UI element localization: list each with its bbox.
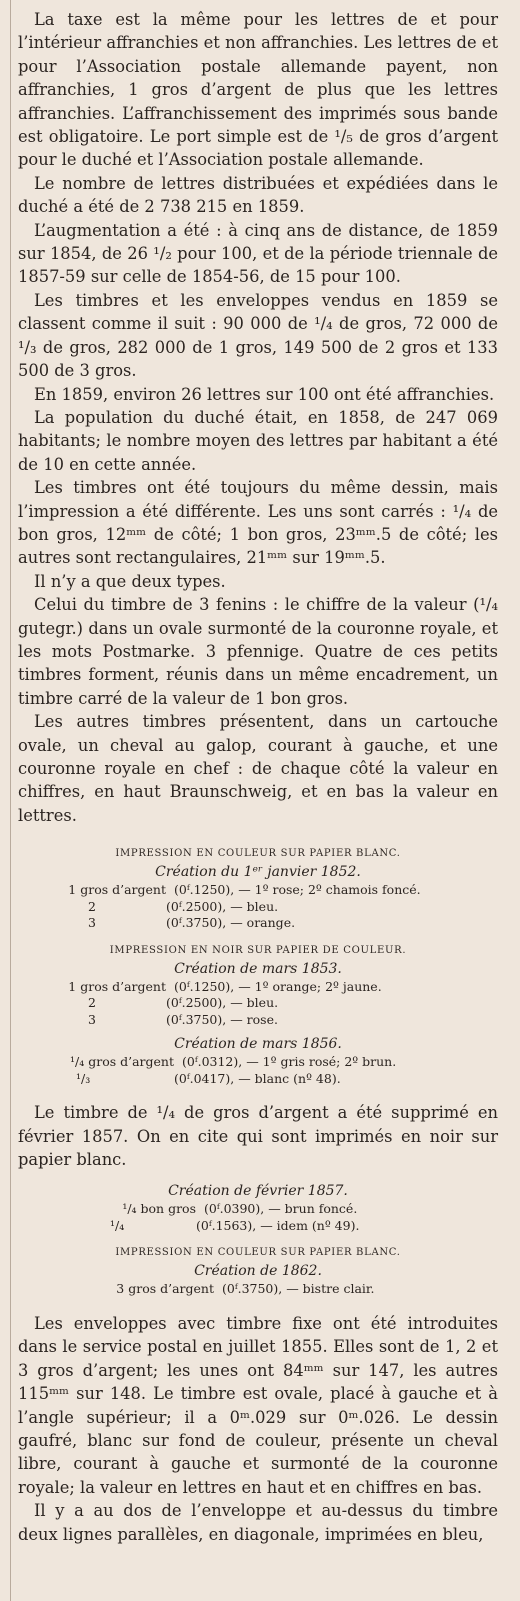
stamp-row	[18, 995, 498, 1012]
stamp-details: (0ᶠ.1250), — 1º rose; 2º chamois foncé.	[174, 882, 421, 898]
paragraph-envelope-back: Il y a au dos de l’enveloppe et au-dessus du timbre deux lignes parallèles, en diagonale, imprimées en bleu,	[18, 1501, 498, 1544]
paragraph-population: La population du duché était, en 1858, de 247 069 habitants; le nombre moyen des lettres par habitant a été de 10 en cette année.	[18, 407, 498, 474]
stamp-value: 1 gros d’argent	[68, 978, 166, 994]
paragraph-tax: La taxe est la même pour les lettres de et pour l’intérieur affranchies et non affranchies. Les lettres de et pour l’Association postale allemande payent, non affranchies, 1 gros d’argent de plus que les lettres affranchies. L’affranchissement des imprimés sous bande est obligatoire. Le port simple est de ¹/₅ de gros d’argent pour le duché et l’Association postale allemande.	[18, 10, 498, 170]
paragraph-stamps-sold: Les timbres et les enveloppes vendus en 1859 se classent comme il suit : 90 000 de ¹/₄ de gros, 72 000 de ¹/₃ de gros, 282 000 de 1 gros, 149 500 de 2 gros et 133 500 de 3 gros.	[18, 290, 498, 381]
stamp-row	[18, 882, 498, 899]
stamp-details: (0ᶠ.1250), — 1º orange; 2º jaune.	[174, 978, 382, 994]
stamp-row	[18, 1012, 498, 1029]
stamp-value: 3 gros d’argent	[116, 1281, 214, 1297]
stamp-value: ¹/₄	[110, 1217, 125, 1233]
issue-block-1856	[18, 1034, 498, 1087]
paragraph-horse: Les autres timbres présentent, dans un cartouche ovale, un cheval au galop, courant à gauche, et une couronne royale en chef : de chaque côté la valeur en chiffres, en haut Braunschweig, et en bas la valeur en lettres.	[18, 712, 498, 825]
text-column	[18, 8, 498, 1546]
stamp-row	[18, 1281, 498, 1298]
stamp-value: 3	[88, 915, 96, 931]
stamp-row	[18, 1054, 498, 1071]
stamp-value: 1 gros d’argent	[68, 882, 166, 898]
paragraph-letters-count: Le nombre de lettres distribuées et expédiées dans le duché a été de 2 738 215 en 1859.	[18, 173, 498, 217]
paragraph-fenins: Celui du timbre de 3 fenins : le chiffre de la valeur (¹/₄ gutegr.) dans un ovale surmonté de la couronne royale, et les mots Postmarke. 3 pfennige. Quatre de ces petits timbres forment, réunis dans un même encadrement, un timbre carré de la valeur de 1 bon gros.	[18, 595, 498, 708]
margin-rule	[10, 0, 11, 1601]
stamp-details: (0ᶠ.1563), — idem (nº 49).	[196, 1217, 360, 1233]
stamp-value: ¹/₃	[76, 1070, 91, 1086]
section-heading: IMPRESSION EN COULEUR SUR PAPIER BLANC.	[115, 848, 401, 860]
issue-block-1853	[18, 942, 498, 1029]
creation-heading: Création de mars 1856.	[174, 1036, 342, 1053]
stamp-row	[18, 979, 498, 996]
stamp-details: (0ᶠ.2500), — bleu.	[166, 995, 279, 1011]
stamp-details: (0ᶠ.3750), — rose.	[166, 1011, 278, 1027]
stamp-details: (0ᶠ.0417), — blanc (nº 48).	[174, 1070, 341, 1086]
stamp-value: 2	[88, 898, 96, 914]
stamp-value: ¹/₄ bon gros	[122, 1201, 196, 1217]
creation-heading: Création de février 1857.	[168, 1183, 348, 1200]
stamp-value: 3	[88, 1011, 96, 1027]
paragraph-design: Les timbres ont été toujours du même dessin, mais l’impression a été différente. Les uns sont carrés : ¹/₄ de bon gros, 12ᵐᵐ de côté; 1 bon gros, 23ᵐᵐ.5 de côté; les autres sont rectangulaires, 21ᵐᵐ sur 19ᵐᵐ.5.	[18, 478, 498, 568]
stamp-details: (0ᶠ.2500), — bleu.	[166, 898, 279, 914]
section-heading: IMPRESSION EN COULEUR SUR PAPIER BLANC.	[115, 1247, 401, 1259]
paragraph-envelopes: Les enveloppes avec timbre fixe ont été introduites dans le service postal en juillet 1855. Elles sont de 1, 2 et 3 gros d’argent; les unes ont 84ᵐᵐ sur 147, les autres 115ᵐᵐ sur 148. Le timbre est ovale, placé à gauche et à l’angle supérieur; il a 0ᵐ.029 sur 0ᵐ.026. Le dessin gaufré, blanc sur fond de couleur, présente un cheval libre, courant à gauche et surmonté de la couronne royale; la valeur en lettres en haut et en chiffres en bas.	[18, 1313, 498, 1497]
paragraph-suppression: Le timbre de ¹/₄ de gros d’argent a été supprimé en février 1857. On en cite qui sont imprimés en noir sur papier blanc.	[18, 1103, 498, 1170]
stamp-value: 2	[88, 995, 96, 1011]
paragraph-types: Il n’y a que deux types.	[34, 571, 226, 591]
issue-block-1857	[18, 1181, 498, 1234]
stamp-row	[18, 915, 498, 932]
stamp-value: ¹/₄ gros d’argent	[70, 1054, 174, 1070]
issue-block-1852	[18, 845, 498, 932]
issue-block-1862	[18, 1244, 498, 1298]
paragraph-augmentation: L’augmentation a été : à cinq ans de distance, de 1859 sur 1854, de 26 ¹/₂ pour 100, et de la période triennale de 1857-59 sur celle de 1854-56, de 15 pour 100.	[18, 220, 498, 287]
stamp-details: (0ᶠ.3750), — orange.	[166, 915, 296, 931]
stamp-details: (0ᶠ.3750), — bistre clair.	[222, 1281, 375, 1297]
paragraph-franked: En 1859, environ 26 lettres sur 100 ont été affranchies.	[34, 384, 495, 404]
stamp-row	[18, 1071, 498, 1088]
stamp-row	[18, 1218, 498, 1235]
creation-heading: Création de 1862.	[194, 1263, 322, 1280]
stamp-details: (0ᶠ.0312), — 1º gris rosé; 2º brun.	[182, 1054, 397, 1070]
stamp-row	[18, 899, 498, 916]
creation-heading: Création de mars 1853.	[174, 960, 342, 977]
stamp-row	[18, 1201, 498, 1218]
stamp-details: (0ᶠ.0390), — brun foncé.	[204, 1201, 358, 1217]
creation-heading: Création du 1ᵉʳ janvier 1852.	[155, 864, 361, 881]
section-heading: IMPRESSION EN NOIR SUR PAPIER DE COULEUR.	[109, 944, 407, 956]
